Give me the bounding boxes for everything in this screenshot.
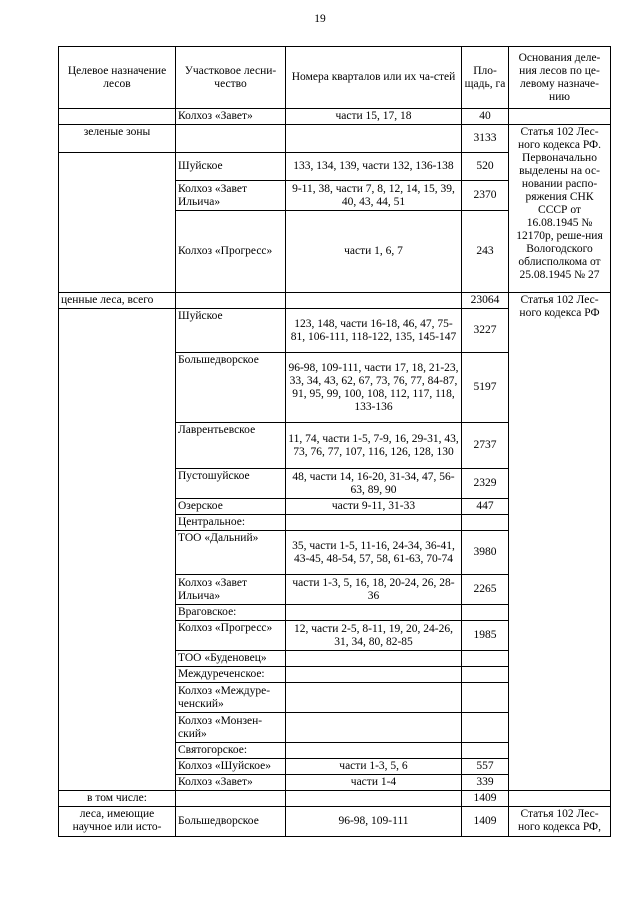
- header-forestry: Участковое лесни-чество: [176, 47, 286, 109]
- area-cell: 2370: [462, 181, 509, 211]
- forestry-cell: ТОО «Дальний»: [176, 531, 286, 575]
- forestry-cell: Враговское:: [176, 605, 286, 621]
- area-cell: 2329: [462, 469, 509, 499]
- blocks-cell: части 1-3, 5, 16, 18, 20-24, 26, 28-36: [286, 575, 462, 605]
- blocks-cell: 96-98, 109-111: [286, 807, 462, 837]
- header-area: Пло-щадь, га: [462, 47, 509, 109]
- purpose-cell: леса, имеющие научное или исто-: [59, 807, 176, 837]
- forestry-cell: Святогорское:: [176, 743, 286, 759]
- table-row: [59, 807, 611, 837]
- area-cell: 2265: [462, 575, 509, 605]
- basis-cell: Статья 102 Лес-ного кодекса РФ. Первоначально выделены на ос-новании распо-ряжения СНК СССР от 16.08.1945 № 12170р, реше-ния Вологодского облисполкома от 25.08.1945 № 27: [509, 125, 611, 293]
- area-cell: 2737: [462, 423, 509, 469]
- blocks-cell: части 1-4: [286, 775, 462, 791]
- area-cell: 3980: [462, 531, 509, 575]
- area-cell: 1985: [462, 621, 509, 651]
- table-row: [59, 109, 611, 125]
- blocks-cell: 48, части 14, 16-20, 31-34, 47, 56-63, 89, 90: [286, 469, 462, 499]
- area-cell: 3227: [462, 309, 509, 353]
- area-cell: 5197: [462, 353, 509, 423]
- blocks-cell: части 1-3, 5, 6: [286, 759, 462, 775]
- area-cell: 1409: [462, 807, 509, 837]
- blocks-cell: части 1, 6, 7: [286, 211, 462, 293]
- area-total-cell: 23064: [462, 293, 509, 309]
- area-total-cell: 3133: [462, 125, 509, 153]
- forestry-cell: Колхоз «Завет Ильича»: [176, 181, 286, 211]
- forestry-cell: Колхоз «Завет»: [176, 775, 286, 791]
- forestry-cell: Колхоз «Прогресс»: [176, 621, 286, 651]
- blocks-cell: 35, части 1-5, 11-16, 24-34, 36-41, 43-45, 48-54, 57, 58, 61-63, 70-74: [286, 531, 462, 575]
- table-row: [59, 791, 611, 807]
- area-cell: 40: [462, 109, 509, 125]
- blocks-cell: части 9-11, 31-33: [286, 499, 462, 515]
- forestry-cell: Озерское: [176, 499, 286, 515]
- forest-purpose-table: [58, 46, 611, 837]
- area-total-cell: 1409: [462, 791, 509, 807]
- page-number: 19: [314, 13, 326, 25]
- header-basis: Основания деле-ния лесов по це-левому назначе-нию: [509, 47, 611, 109]
- forestry-cell: Большедворское: [176, 353, 286, 423]
- blocks-cell: 96-98, 109-111, части 17, 18, 21-23, 33, 34, 43, 62, 67, 73, 76, 77, 84-87, 91, 95, 99, 100, 108, 112, 117, 118, 133-136: [286, 353, 462, 423]
- purpose-cell: в том числе:: [59, 791, 176, 807]
- forestry-cell: Шуйское: [176, 153, 286, 181]
- forestry-cell: Центральное:: [176, 515, 286, 531]
- table-row: [59, 125, 611, 153]
- blocks-cell: 9-11, 38, части 7, 8, 12, 14, 15, 39, 40, 43, 44, 51: [286, 181, 462, 211]
- forestry-cell: Колхоз «Шуйское»: [176, 759, 286, 775]
- area-cell: 243: [462, 211, 509, 293]
- header-blocks: Номера кварталов или их ча-стей: [286, 47, 462, 109]
- blocks-cell: 12, части 2-5, 8-11, 19, 20, 24-26, 31, 34, 80, 82-85: [286, 621, 462, 651]
- forestry-cell: Колхоз «Монзен-ский»: [176, 713, 286, 743]
- forestry-cell: Колхоз «Междуре-ченский»: [176, 683, 286, 713]
- area-cell: 447: [462, 499, 509, 515]
- forestry-cell: Колхоз «Завет»: [176, 109, 286, 125]
- area-cell: 339: [462, 775, 509, 791]
- basis-cell: Статья 102 Лес-ного кодекса РФ: [509, 293, 611, 791]
- forestry-cell: Шуйское: [176, 309, 286, 353]
- forestry-cell: Большедворское: [176, 807, 286, 837]
- header-purpose: Целевое назначение лесов: [59, 47, 176, 109]
- purpose-cell: зеленые зоны: [59, 125, 176, 153]
- blocks-cell: части 15, 17, 18: [286, 109, 462, 125]
- forestry-cell: Пустошуйское: [176, 469, 286, 499]
- forestry-cell: Колхоз «Завет Ильича»: [176, 575, 286, 605]
- forestry-cell: Колхоз «Прогресс»: [176, 211, 286, 293]
- basis-cell: Статья 102 Лес-ного кодекса РФ,: [509, 807, 611, 837]
- area-cell: 520: [462, 153, 509, 181]
- blocks-cell: 11, 74, части 1-5, 7-9, 16, 29-31, 43, 73, 76, 77, 107, 116, 126, 128, 130: [286, 423, 462, 469]
- area-cell: 557: [462, 759, 509, 775]
- blocks-cell: 133, 134, 139, части 132, 136-138: [286, 153, 462, 181]
- forestry-cell: Лаврентьевское: [176, 423, 286, 469]
- table-row: [59, 293, 611, 309]
- forestry-cell: ТОО «Буденовец»: [176, 651, 286, 667]
- forestry-cell: Междуреченское:: [176, 667, 286, 683]
- purpose-cell: ценные леса, всего: [59, 293, 176, 309]
- blocks-cell: 123, 148, части 16-18, 46, 47, 75-81, 106-111, 118-122, 135, 145-147: [286, 309, 462, 353]
